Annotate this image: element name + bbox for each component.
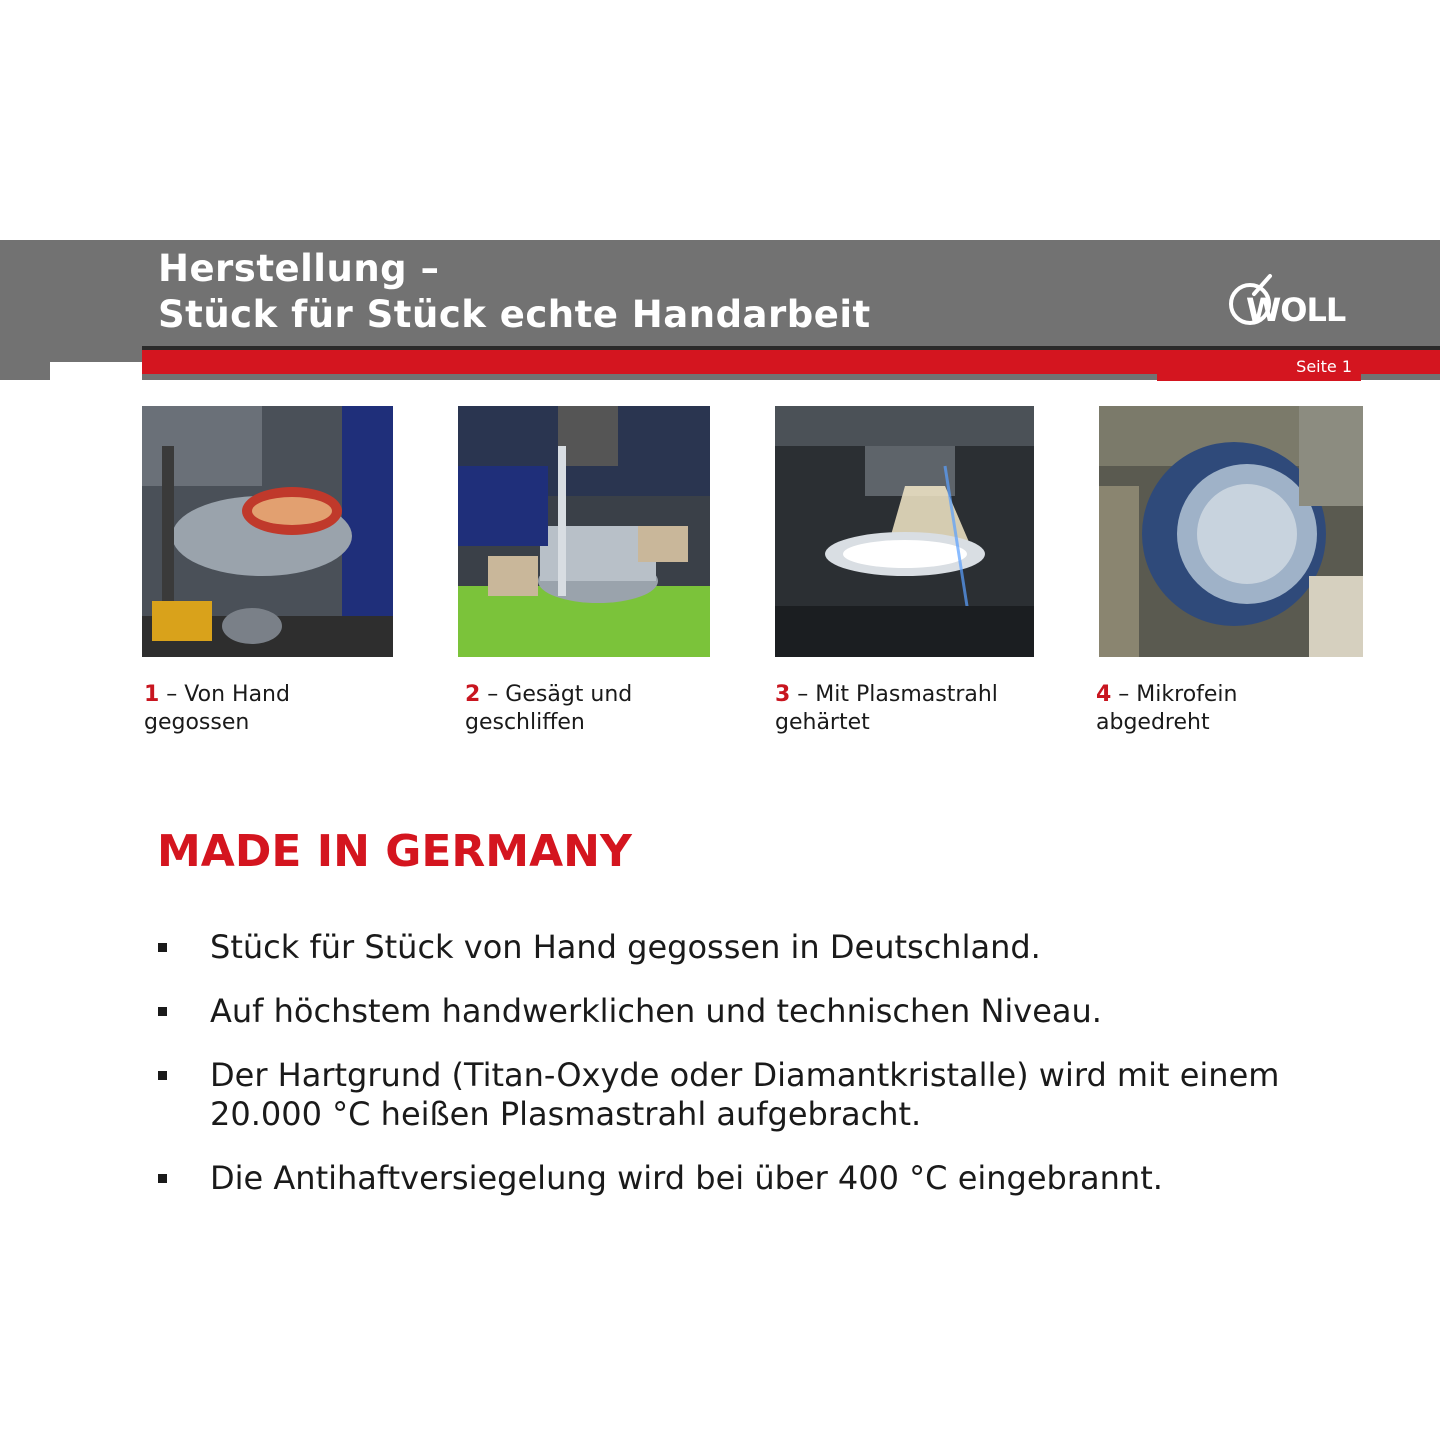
caption-step-1 bbox=[144, 681, 290, 737]
logo-text: WOLL bbox=[1246, 291, 1346, 329]
caption-step-4-text2: abgedreht bbox=[1096, 710, 1210, 735]
caption-step-3-number: 3 bbox=[775, 682, 791, 707]
caption-step-1-number: 1 bbox=[144, 682, 160, 707]
photo-turning bbox=[1099, 406, 1363, 657]
caption-step-2-text2: geschliffen bbox=[465, 710, 585, 735]
feature-list-item bbox=[158, 1056, 1358, 1134]
bullet-square-icon bbox=[158, 1071, 167, 1080]
page-title-line2: Stück für Stück echte Handarbeit bbox=[158, 293, 871, 336]
feature-list bbox=[158, 928, 1358, 1223]
made-in-germany-headline: MADE IN GERMANY bbox=[157, 826, 632, 877]
page-title bbox=[158, 246, 871, 338]
caption-step-2 bbox=[465, 681, 632, 737]
caption-step-4-number: 4 bbox=[1096, 682, 1112, 707]
woll-logo bbox=[1224, 270, 1364, 336]
caption-step-2-number: 2 bbox=[465, 682, 481, 707]
bullet-square-icon bbox=[158, 1007, 167, 1016]
feature-list-item bbox=[158, 1159, 1358, 1198]
caption-step-3 bbox=[775, 681, 998, 737]
feature-text: Stück für Stück von Hand gegossen in Deutschland. bbox=[210, 928, 1041, 966]
caption-step-3-text: – Mit Plasmastrahl bbox=[790, 682, 998, 707]
caption-step-4 bbox=[1096, 681, 1238, 737]
bullet-square-icon bbox=[158, 943, 167, 952]
photo-plasma bbox=[775, 406, 1034, 657]
feature-list-item bbox=[158, 992, 1358, 1031]
caption-step-2-text: – Gesägt und bbox=[480, 682, 633, 707]
photo-sawing bbox=[458, 406, 710, 657]
feature-text: Der Hartgrund (Titan-Oxyde oder Diamantkristalle) wird mit einem 20.000 °C heißen Plasmastrahl aufgebracht. bbox=[210, 1056, 1280, 1133]
photo-casting bbox=[142, 406, 393, 657]
caption-step-1-text: – Von Hand bbox=[159, 682, 290, 707]
page-label: Seite 1 bbox=[1296, 357, 1352, 376]
feature-list-item bbox=[158, 928, 1358, 967]
caption-step-4-text: – Mikrofein bbox=[1111, 682, 1238, 707]
caption-step-1-text2: gegossen bbox=[144, 710, 250, 735]
caption-step-3-text2: gehärtet bbox=[775, 710, 870, 735]
page-title-line1: Herstellung – bbox=[158, 247, 440, 290]
feature-text: Die Antihaftversiegelung wird bei über 400 °C eingebrannt. bbox=[210, 1159, 1163, 1197]
bullet-square-icon bbox=[158, 1174, 167, 1183]
feature-text: Auf höchstem handwerklichen und technischen Niveau. bbox=[210, 992, 1102, 1030]
header-notch bbox=[50, 362, 142, 380]
